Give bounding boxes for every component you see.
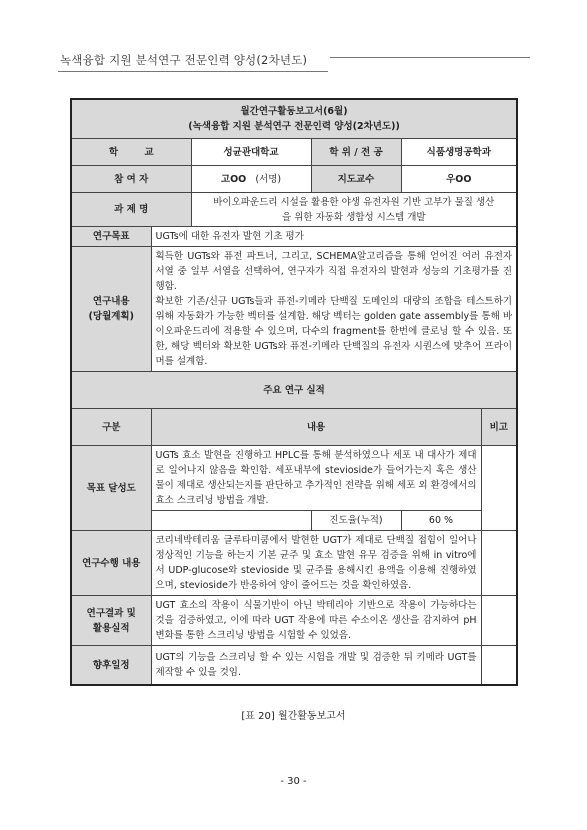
project-value: 바이오파운드리 시설을 활용한 야생 유전자원 기반 고부가 물질 생산을 위한 자동화 생합성 시스템 개발 [191, 193, 517, 227]
outcome-label-sub: 활용실적 [92, 622, 130, 634]
header-rule [58, 71, 328, 72]
achieve-label: 목표 달성도 [71, 446, 151, 531]
participant-label: 참 여 자 [71, 166, 191, 193]
report-title: 월간연구활동보고서(6월) [240, 106, 348, 117]
outcome-label: 연구결과 및 [86, 607, 136, 619]
col-category: 구분 [71, 409, 151, 446]
plan-label-sub: (당월계획) [88, 311, 134, 322]
participant-value: 고OO [220, 173, 247, 185]
participant-signature-note: (서명) [255, 173, 282, 185]
plan-label: 연구내용 [92, 296, 130, 307]
project-label: 과 제 명 [71, 193, 191, 227]
monthly-report-table [70, 98, 518, 686]
progress-value: 60 % [401, 511, 481, 531]
col-note: 비고 [481, 409, 517, 446]
perform-label: 연구수행 내용 [71, 531, 151, 596]
col-content: 내용 [151, 409, 481, 446]
plan-paragraph: 확보한 기존/신규 UGTs들과 퓨전-키메라 단백질 도메인의 대량의 조합을 테스트하기 위해 자동화가 가능한 벡터를 설계함. 해당 벡터는 golden gate assembly를 통해 바이오파운드리에 적용할 수 있으며, 다수의 fragment를 한번에 클로닝 할 수 있음. 또한, 해당 벡터와 확보한 UGTs와 퓨전-키메라 단백질의 유전자 시퀀스에 맞추어 프라이머를 설계함. [155, 296, 513, 367]
future-label: 향후일정 [71, 646, 151, 686]
page-number: - 30 - [280, 776, 307, 787]
outcome-note [481, 596, 517, 646]
goal-label: 연구목표 [71, 227, 151, 247]
plan-paragraph: 획득한 UGTs와 퓨전 파트너, 그리고, SCHEMA알고리즘을 통해 얻어진 여러 유전자 서열 중 일부 서열을 선택하여, 연구자가 직접 유전자의 발현과 성능의 기초평가를 진행함. [155, 251, 513, 292]
advisor-label: 지도교수 [311, 166, 401, 193]
position-value: 식품생명공학과 [401, 139, 517, 166]
table-caption: [표 20] 월간활동보고서 [241, 711, 346, 722]
results-heading: 주요 연구 실적 [71, 372, 517, 409]
perform-text: 코리네박테리움 글루타미쿰에서 발현한 UGT가 제대로 단백질 접힘이 일어나 정상적인 기능을 하는지 기본 균주 및 효소 발현 유무 검증을 위해 in vitro에서 UDP-glucose와 stevioside 및 균주를 용해시킨 용액을 이용해 진행하였으며, stevioside가 반응하여 양이 줄어드는 것을 확인하였음. [151, 531, 481, 596]
future-note [481, 646, 517, 686]
goal-value: UGTs에 대한 유전자 발현 기초 평가 [151, 227, 517, 247]
advisor-value: 우OO [401, 166, 517, 193]
school-value: 성균관대학교 [191, 139, 311, 166]
header-rule-top [330, 57, 530, 58]
running-header: 녹색융합 지원 분석연구 전문인력 양성(2차년도) [60, 53, 308, 67]
school-label: 학 교 [71, 139, 191, 166]
future-text: UGT의 기능을 스크리닝 할 수 있는 시험을 개발 및 검증한 뒤 키메라 UGT를 제작할 수 있을 것임. [151, 646, 481, 686]
report-subtitle: (녹색융합 지원 분석연구 전문인력 양성(2차년도)) [188, 121, 400, 132]
perform-note [481, 531, 517, 596]
achieve-note [481, 446, 517, 531]
achieve-text: UGTs 효소 발현을 진행하고 HPLC를 통해 분석하였으나 세포 내 대사가 제대로 일어나지 않음을 확인함. 세포내부에 stevioside가 들어가는지 혹은 생산물이 제대로 생산되는지를 판단하고 추가적인 전략을 위해 세포 외 환경에서의 효소 스크리닝 방법을 개발. [151, 446, 481, 511]
position-label: 학 위 / 전 공 [311, 139, 401, 166]
outcome-text: UGT 효소의 작용이 식물기반이 아닌 박테리아 기반으로 작용이 가능하다는 것을 검증하였고, 이에 따라 UGT 작용에 따른 수소이온 생산을 감지하여 pH 변화를 통한 스크리닝 방법을 시험할 수 있었음. [151, 596, 481, 646]
progress-label: 진도율(누적) [311, 511, 401, 531]
